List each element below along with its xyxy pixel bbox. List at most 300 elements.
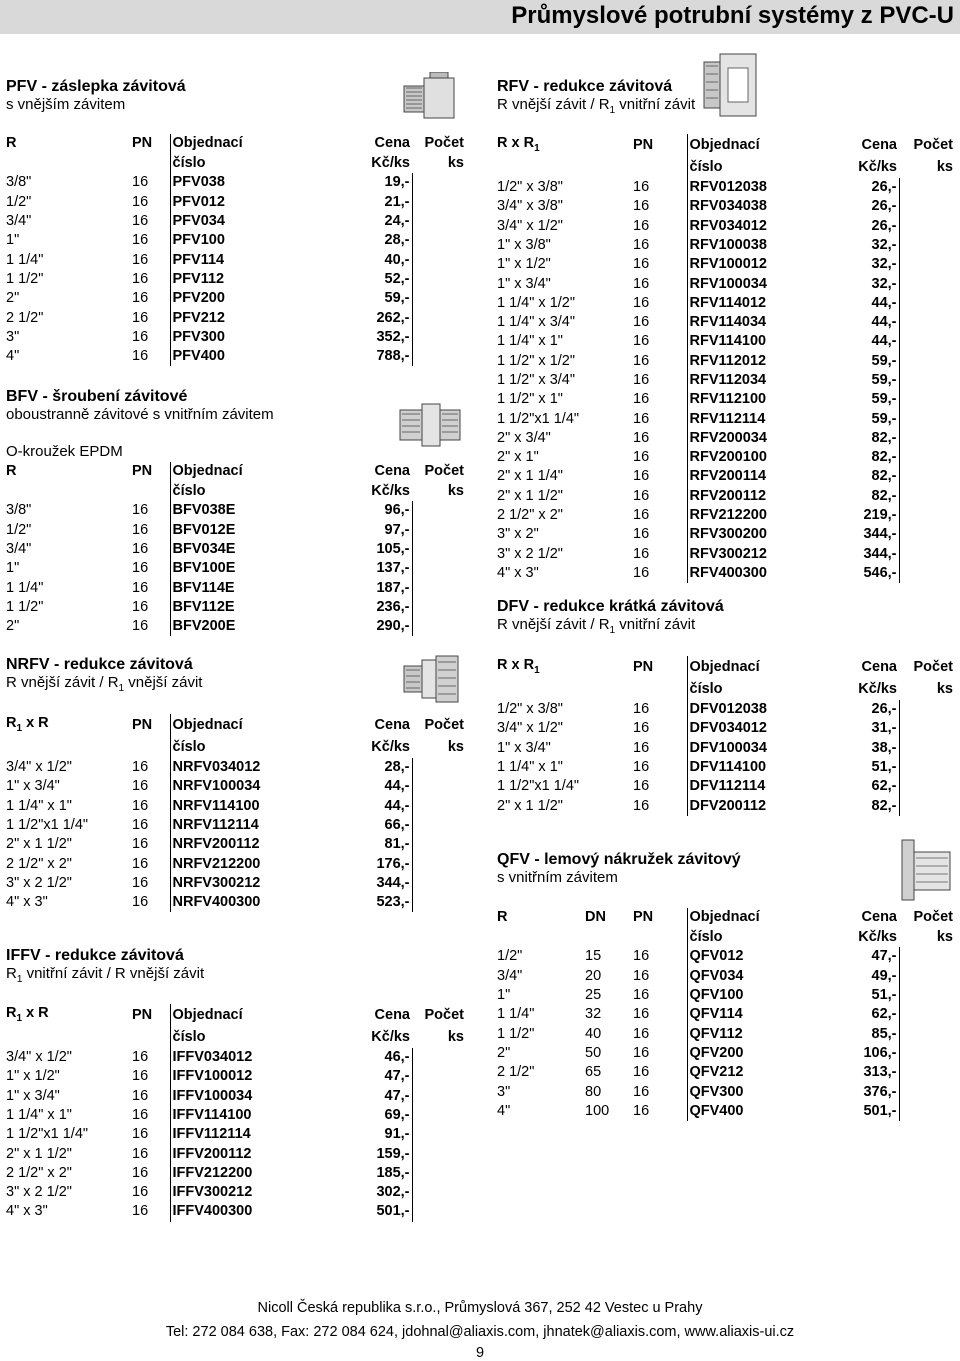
table-row	[4, 1144, 466, 1163]
table-row	[495, 274, 955, 293]
table-row	[495, 332, 955, 351]
price-cell: 24,-	[300, 212, 412, 231]
order-number-cell: RFV112114	[689, 410, 766, 427]
pn-cell: 16	[631, 506, 687, 525]
table-row	[4, 598, 466, 617]
quantity-cell	[412, 758, 466, 777]
col-header-sub	[631, 680, 687, 700]
quantity-cell	[412, 893, 466, 912]
table-row	[495, 738, 955, 757]
size-cell: 1" x 3/4"	[497, 275, 551, 292]
size-cell: 3/4" x 1/2"	[6, 759, 72, 776]
rfv-table	[495, 134, 955, 583]
pn-cell: 16	[130, 893, 170, 912]
pn-cell: 16	[130, 1106, 170, 1125]
col-header-sub	[631, 158, 687, 178]
price-cell: 262,-	[300, 308, 412, 327]
table-row	[4, 308, 466, 327]
dn-cell: 40	[585, 1025, 602, 1042]
price-cell: 82,-	[803, 448, 899, 467]
pn-cell: 16	[631, 390, 687, 409]
price-cell: 105,-	[300, 540, 412, 559]
size-cell: 1 1/2"	[6, 598, 44, 615]
price-cell: 82,-	[803, 796, 899, 815]
pn-cell: 16	[130, 835, 170, 854]
size-cell: 2"	[6, 290, 20, 307]
table-row	[495, 467, 955, 486]
quantity-cell	[412, 617, 466, 636]
table-row	[495, 1005, 955, 1024]
table-row	[4, 1086, 466, 1105]
col-header-sub: Kč/ks	[371, 739, 410, 756]
order-number-cell: BFV114E	[172, 579, 235, 596]
table-row	[4, 874, 466, 893]
pfv-subtitle: s vnějším závitem	[6, 96, 126, 113]
order-number-cell: RFV300200	[689, 526, 767, 543]
qfv-fitting-icon	[898, 838, 954, 902]
quantity-cell	[899, 1024, 955, 1043]
col-header-sub	[4, 481, 130, 501]
price-cell: 28,-	[300, 231, 412, 250]
order-number-cell: DFV112114	[689, 778, 766, 795]
table-row	[4, 835, 466, 854]
col-header-sub: ks	[936, 681, 953, 698]
pn-cell: 16	[130, 289, 170, 308]
size-cell: 1 1/2" x 3/4"	[497, 372, 576, 388]
table-row	[4, 231, 466, 250]
quantity-cell	[412, 250, 466, 269]
order-number-cell: PFV200	[172, 290, 225, 307]
price-cell: 62,-	[803, 777, 899, 796]
order-number-cell: QFV112	[689, 1025, 743, 1042]
size-cell: 2" x 1 1/2"	[6, 1145, 72, 1162]
pfv-table	[4, 134, 466, 366]
quantity-cell	[899, 986, 955, 1005]
price-cell: 523,-	[300, 893, 412, 912]
price-cell: 28,-	[300, 758, 412, 777]
size-cell: 1/2" x 3/8"	[497, 701, 563, 718]
price-cell: 26,-	[803, 700, 899, 719]
order-number-cell: IFFV200112	[172, 1145, 252, 1162]
col-header-sub: Kč/ks	[858, 928, 897, 945]
price-cell: 344,-	[803, 545, 899, 564]
size-cell: 3/8"	[6, 502, 32, 519]
pn-cell: 16	[631, 545, 687, 564]
pn-cell: 16	[130, 758, 170, 777]
quantity-cell	[412, 578, 466, 597]
col-header: PN	[132, 1007, 153, 1024]
table-row	[495, 178, 955, 197]
col-header: PN	[132, 463, 153, 480]
price-cell: 501,-	[803, 1102, 899, 1121]
price-cell: 313,-	[803, 1063, 899, 1082]
col-header: R	[6, 463, 17, 480]
quantity-cell	[412, 1086, 466, 1105]
pn-cell: 16	[631, 758, 687, 777]
pn-cell: 16	[130, 1048, 170, 1067]
price-cell: 91,-	[300, 1125, 412, 1144]
order-number-cell: NRFV400300	[172, 894, 261, 911]
quantity-cell	[899, 255, 955, 274]
pn-cell: 16	[631, 255, 687, 274]
size-cell: 1/2"	[6, 193, 32, 210]
order-number-cell: RFV034012	[689, 217, 767, 234]
quantity-cell	[412, 854, 466, 873]
size-cell: 2" x 1"	[497, 449, 539, 466]
size-cell: 3" x 2"	[497, 526, 539, 543]
table-row	[4, 816, 466, 835]
size-cell: 1" x 3/4"	[6, 778, 60, 795]
order-number-cell: IFFV400300	[172, 1203, 253, 1220]
order-number-cell: IFFV100034	[172, 1087, 253, 1104]
price-cell: 344,-	[300, 874, 412, 893]
pn-cell: 16	[130, 540, 170, 559]
quantity-cell	[412, 521, 466, 540]
price-cell: 137,-	[300, 559, 412, 578]
table-row	[495, 371, 955, 390]
table-row	[495, 525, 955, 544]
size-cell: 1 1/2"x1 1/4"	[6, 1126, 89, 1143]
table-row	[495, 1082, 955, 1101]
quantity-cell	[899, 390, 955, 409]
col-header: R x $R_1$	[497, 657, 540, 676]
pn-cell: 16	[631, 738, 687, 757]
price-cell: 81,-	[300, 835, 412, 854]
table-row	[495, 545, 955, 564]
col-header-sub: číslo	[687, 158, 803, 178]
pn-cell: 16	[130, 598, 170, 617]
col-header-sub	[4, 1028, 130, 1048]
size-cell: 1" x 3/8"	[497, 236, 551, 253]
pfv-section	[6, 78, 186, 113]
col-header: Cena	[861, 909, 897, 926]
quantity-cell	[412, 777, 466, 796]
col-header: Počet	[424, 1007, 464, 1024]
order-number-cell: PFV300	[172, 328, 225, 345]
quantity-cell	[412, 328, 466, 347]
col-header: PN	[633, 137, 654, 154]
table-row	[4, 1164, 466, 1183]
pn-cell: 16	[631, 274, 687, 293]
bfv-note: O-kroužek EPDM	[6, 443, 123, 460]
pn-cell: 16	[631, 236, 687, 255]
pn-cell: 16	[631, 1102, 687, 1121]
size-cell: 3/4" x 3/8"	[497, 198, 563, 215]
pn-cell: 16	[130, 501, 170, 520]
quantity-cell	[899, 564, 955, 583]
table-row	[495, 448, 955, 467]
order-number-cell: DFV114100	[689, 758, 767, 775]
pn-cell: 16	[130, 1125, 170, 1144]
col-header: R	[6, 135, 17, 152]
order-number-cell: NRFV034012	[172, 759, 261, 776]
price-cell: 62,-	[803, 1005, 899, 1024]
col-header: Objednací	[687, 134, 803, 158]
pn-cell: 16	[130, 193, 170, 212]
order-number-cell: RFV034038	[689, 198, 767, 215]
size-cell: 1 1/4" x 3/4"	[497, 314, 576, 331]
pn-cell: 16	[130, 816, 170, 835]
size-cell: 1/2"	[6, 521, 32, 538]
table-row	[495, 352, 955, 371]
order-number-cell: QFV100	[689, 987, 744, 1004]
order-number-cell: RFV400300	[689, 564, 767, 581]
dfv-section	[497, 598, 724, 639]
quantity-cell	[412, 1106, 466, 1125]
size-cell: 3/4"	[6, 213, 32, 230]
pn-cell: 16	[130, 1144, 170, 1163]
quantity-cell	[412, 270, 466, 289]
qfv-section	[497, 851, 741, 886]
size-cell: 3" x 2 1/2"	[6, 874, 72, 891]
order-number-cell: PFV038	[172, 174, 225, 191]
table-row	[4, 758, 466, 777]
col-header-sub: ks	[447, 154, 464, 171]
pn-cell: 16	[631, 1082, 687, 1101]
col-header: Objednací	[687, 908, 803, 927]
order-number-cell: RFV100012	[689, 256, 767, 273]
size-cell: 1" x 1/2"	[6, 1068, 60, 1085]
table-row	[495, 487, 955, 506]
quantity-cell	[899, 352, 955, 371]
quantity-cell	[899, 1063, 955, 1082]
order-number-cell: RFV212200	[689, 507, 767, 524]
col-header-sub: Kč/ks	[858, 681, 897, 698]
order-number-cell: DFV012038	[689, 701, 767, 718]
pn-cell: 16	[631, 967, 687, 986]
price-cell: 26,-	[803, 216, 899, 235]
pn-cell: 16	[631, 1063, 687, 1082]
pn-cell: 16	[130, 270, 170, 289]
quantity-cell	[412, 1048, 466, 1067]
size-cell: 3/8"	[6, 174, 32, 191]
pn-cell: 16	[130, 874, 170, 893]
price-cell: 82,-	[803, 487, 899, 506]
col-header-sub	[495, 680, 631, 700]
size-cell: 1 1/4"	[6, 251, 44, 268]
size-cell: 1" x 1/2"	[497, 256, 551, 273]
col-header: R	[497, 909, 508, 926]
price-cell: 26,-	[803, 178, 899, 197]
quantity-cell	[412, 1125, 466, 1144]
price-cell: 290,-	[300, 617, 412, 636]
col-header: Počet	[424, 463, 464, 480]
pn-cell: 16	[130, 347, 170, 366]
price-cell: 352,-	[300, 328, 412, 347]
quantity-cell	[899, 1102, 955, 1121]
quantity-cell	[412, 1144, 466, 1163]
table-row	[495, 719, 955, 738]
pn-cell: 16	[130, 559, 170, 578]
price-cell: 46,-	[300, 1048, 412, 1067]
col-header-sub	[583, 927, 631, 947]
col-header-sub: ks	[447, 739, 464, 756]
table-row	[4, 270, 466, 289]
pn-cell: 16	[130, 1164, 170, 1183]
dn-cell: 65	[585, 1064, 602, 1081]
quantity-cell	[899, 700, 955, 719]
footer-contacts: Tel: 272 084 638, Fax: 272 084 624, jdohnal@aliaxis.com, jhnatek@aliaxis.com, www.aliaxis-ui.cz	[165, 1324, 795, 1340]
price-cell: 32,-	[803, 274, 899, 293]
quantity-cell	[412, 1202, 466, 1221]
table-row	[495, 409, 955, 428]
table-row	[495, 255, 955, 274]
price-cell: 47,-	[300, 1086, 412, 1105]
qfv-subtitle: s vnitřním závitem	[497, 869, 618, 886]
col-header-sub	[130, 153, 170, 173]
col-header: Počet	[913, 137, 953, 154]
iffv-title: IFFV - redukce závitová	[6, 947, 184, 964]
pn-cell: 16	[130, 578, 170, 597]
price-cell: 59,-	[300, 289, 412, 308]
size-cell: 1 1/4" x 1"	[497, 758, 563, 775]
quantity-cell	[412, 347, 466, 366]
quantity-cell	[899, 197, 955, 216]
quantity-cell	[412, 173, 466, 192]
size-cell: 3" x 2 1/2"	[497, 545, 563, 562]
price-cell: 219,-	[803, 506, 899, 525]
price-cell: 106,-	[803, 1044, 899, 1063]
size-cell: 3"	[6, 328, 20, 345]
order-number-cell: QFV034	[689, 967, 744, 984]
col-header: PN	[633, 909, 654, 926]
order-number-cell: RFV012038	[689, 179, 767, 196]
price-cell: 97,-	[300, 521, 412, 540]
size-cell: 2" x 1 1/2"	[6, 836, 72, 853]
bfv-subtitle: oboustranně závitové s vnitřním závitem	[6, 406, 274, 423]
table-row	[495, 1102, 955, 1121]
nrfv-section	[6, 656, 202, 697]
table-row	[4, 854, 466, 873]
order-number-cell: PFV400	[172, 348, 225, 365]
order-number-cell: RFV114012	[689, 294, 767, 311]
col-header-sub: ks	[936, 159, 953, 176]
table-row	[4, 212, 466, 231]
col-header: Cena	[374, 1007, 410, 1024]
table-row	[4, 1125, 466, 1144]
quantity-cell	[899, 525, 955, 544]
col-header-sub: Kč/ks	[371, 482, 410, 499]
price-cell: 187,-	[300, 578, 412, 597]
order-number-cell: PFV012	[172, 193, 225, 210]
footer-address: Nicoll Česká republika s.r.o., Průmyslová 367, 252 42 Vestec u Prahy	[257, 1300, 703, 1316]
col-header: PN	[633, 659, 654, 676]
table-row	[4, 578, 466, 597]
col-header: Objednací	[687, 656, 803, 680]
order-number-cell: IFFV212200	[172, 1164, 253, 1181]
price-cell: 59,-	[803, 390, 899, 409]
col-header: Objednací	[170, 714, 300, 738]
size-cell: 2" x 1 1/2"	[497, 487, 563, 504]
quantity-cell	[899, 371, 955, 390]
order-number-cell: RFV300212	[689, 545, 767, 562]
col-header-sub	[4, 153, 130, 173]
quantity-cell	[412, 501, 466, 520]
pn-cell: 16	[130, 1202, 170, 1221]
col-header-sub: Kč/ks	[858, 159, 897, 176]
pn-cell: 16	[631, 332, 687, 351]
table-row	[495, 236, 955, 255]
dn-cell: 80	[585, 1083, 602, 1100]
size-cell: 3/4"	[6, 541, 32, 558]
price-cell: 47,-	[803, 947, 899, 966]
table-row	[495, 294, 955, 313]
pn-cell: 16	[631, 1005, 687, 1024]
quantity-cell	[412, 193, 466, 212]
col-header: DN	[585, 909, 606, 926]
quantity-cell	[899, 545, 955, 564]
pn-cell: 16	[631, 487, 687, 506]
table-row	[495, 1044, 955, 1063]
order-number-cell: IFFV114100	[172, 1106, 252, 1123]
page-number: 9	[475, 1345, 485, 1361]
col-header: $R_1$ x R	[6, 715, 49, 734]
price-cell: 546,-	[803, 564, 899, 583]
pn-cell: 16	[631, 294, 687, 313]
col-header-sub	[130, 1028, 170, 1048]
quantity-cell	[899, 758, 955, 777]
size-cell: 1"	[497, 987, 511, 1004]
table-row	[495, 967, 955, 986]
pn-cell: 16	[631, 409, 687, 428]
price-cell: 44,-	[803, 332, 899, 351]
col-header: R x $R_1$	[497, 135, 540, 154]
size-cell: 2" x 3/4"	[497, 429, 551, 446]
table-row	[4, 193, 466, 212]
size-cell: 2 1/2" x 2"	[497, 507, 563, 524]
table-row	[495, 390, 955, 409]
pn-cell: 16	[631, 216, 687, 235]
size-cell: 1 1/2"	[497, 1025, 535, 1042]
dfv-title: DFV - redukce krátká závitová	[497, 598, 724, 615]
dn-cell: 100	[585, 1102, 610, 1119]
table-row	[495, 313, 955, 332]
nrfv-title: NRFV - redukce závitová	[6, 656, 193, 673]
order-number-cell: NRFV300212	[172, 874, 261, 891]
col-header: Počet	[913, 909, 953, 926]
order-number-cell: QFV400	[689, 1102, 744, 1119]
size-cell: 3/4" x 1/2"	[6, 1049, 72, 1066]
order-number-cell: NRFV112114	[172, 816, 259, 833]
quantity-cell	[899, 332, 955, 351]
dn-cell: 15	[585, 948, 602, 965]
price-cell: 788,-	[300, 347, 412, 366]
pn-cell: 16	[130, 521, 170, 540]
price-cell: 19,-	[300, 173, 412, 192]
pn-cell: 16	[130, 173, 170, 192]
order-number-cell: DFV200112	[689, 797, 767, 814]
table-row	[495, 986, 955, 1005]
price-cell: 69,-	[300, 1106, 412, 1125]
price-cell: 236,-	[300, 598, 412, 617]
table-row	[4, 1067, 466, 1086]
order-number-cell: RFV200100	[689, 449, 767, 466]
order-number-cell: IFFV034012	[172, 1049, 253, 1066]
order-number-cell: BFV200E	[172, 618, 236, 635]
col-header-sub: Kč/ks	[371, 1029, 410, 1046]
col-header-sub: ks	[936, 928, 953, 945]
dn-cell: 20	[585, 967, 602, 984]
order-number-cell: NRFV114100	[172, 797, 260, 814]
order-number-cell: QFV212	[689, 1064, 744, 1081]
quantity-cell	[899, 178, 955, 197]
price-cell: 159,-	[300, 1144, 412, 1163]
size-cell: 1 1/2" x 1"	[497, 391, 563, 408]
quantity-cell	[899, 236, 955, 255]
pn-cell: 16	[130, 777, 170, 796]
col-header: $R_1$ x R	[6, 1005, 49, 1024]
size-cell: 4" x 3"	[6, 1203, 48, 1220]
